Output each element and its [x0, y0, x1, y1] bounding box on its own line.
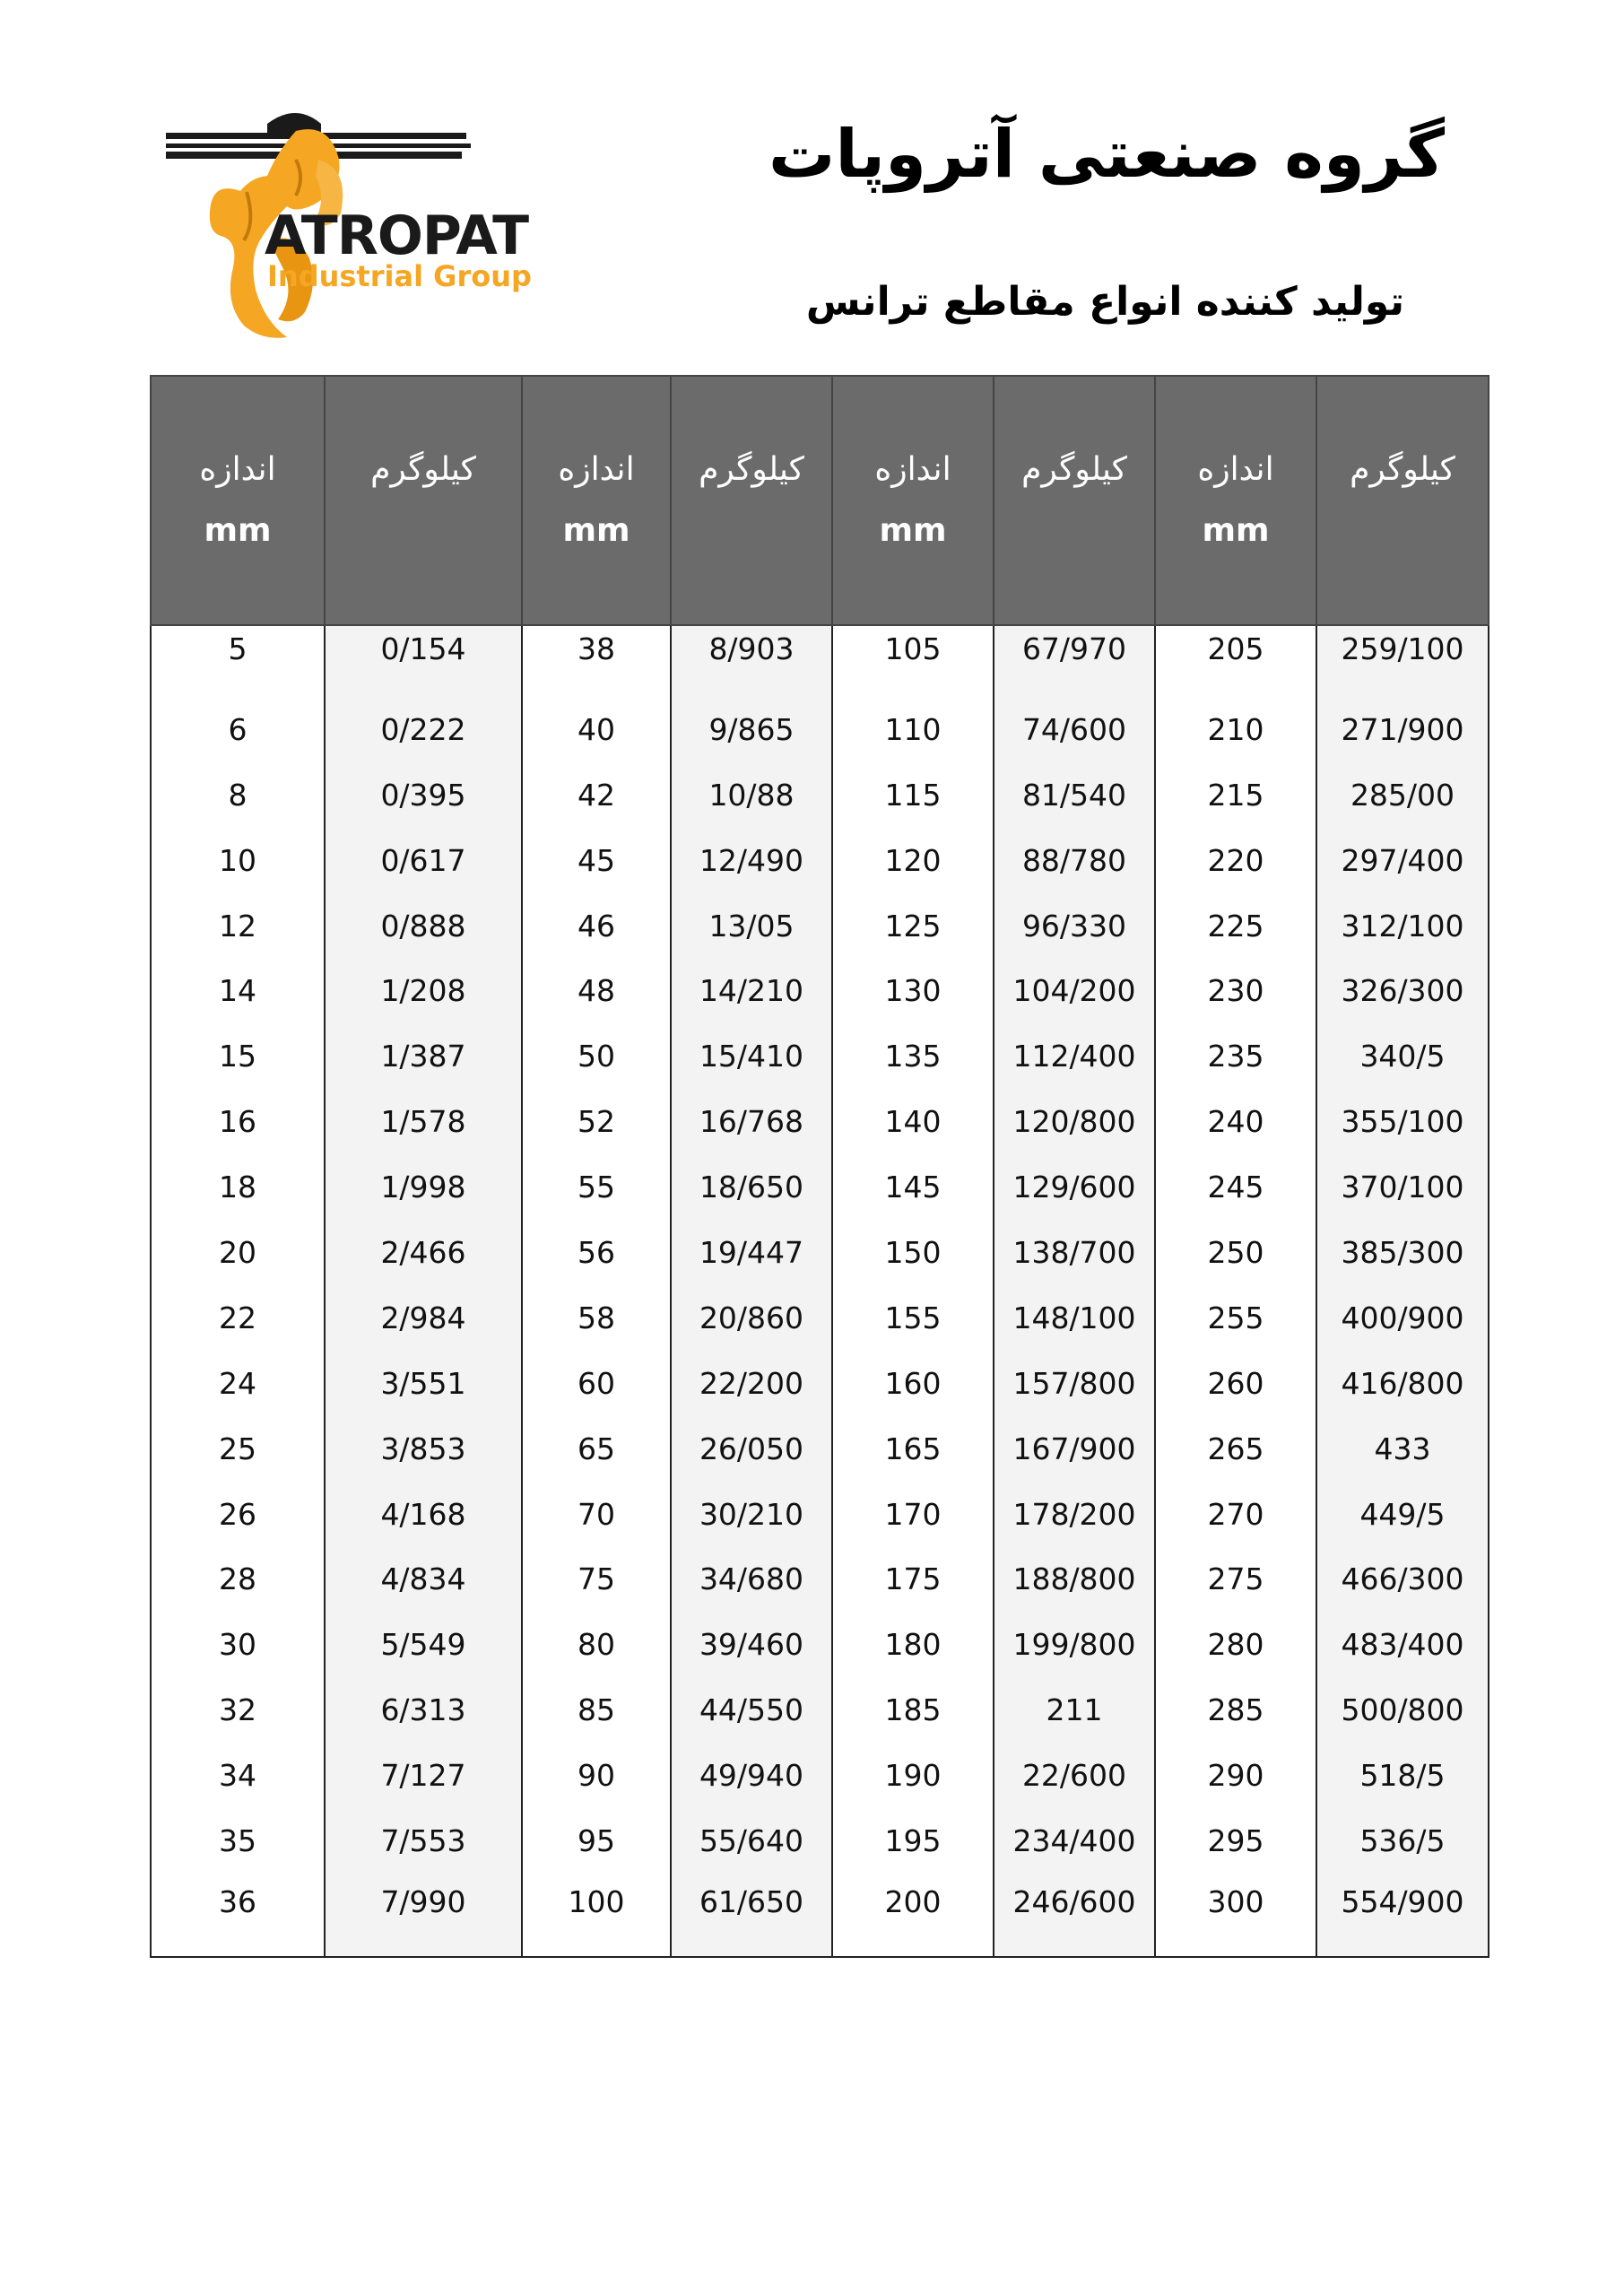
size-mm-cell: 285: [1155, 1677, 1316, 1743]
size-mm-cell: 130: [832, 958, 994, 1023]
header-kilogram-label: کیلوگرم: [370, 451, 476, 488]
size-mm-cell: 15: [151, 1023, 325, 1089]
table-row: [151, 697, 1489, 762]
size-mm-cell: 190: [832, 1743, 994, 1808]
size-mm-cell: 90: [522, 1743, 671, 1808]
size-mm-cell: 80: [522, 1612, 671, 1677]
weight-kg-cell: 120/800: [994, 1089, 1155, 1154]
weight-kg-cell: 271/900: [1316, 697, 1489, 762]
table-body: [151, 625, 1489, 1957]
weight-kg-cell: 22/200: [671, 1351, 832, 1416]
size-mm-cell: 175: [832, 1546, 994, 1612]
size-mm-cell: 145: [832, 1154, 994, 1220]
weight-kg-cell: 554/900: [1316, 1874, 1489, 1957]
size-mm-cell: 215: [1155, 762, 1316, 828]
weight-kg-cell: 188/800: [994, 1546, 1155, 1612]
weight-table: [150, 375, 1489, 1958]
table-header-row: [151, 376, 1489, 625]
header-kilogram: [325, 376, 522, 625]
weight-kg-cell: 3/853: [325, 1416, 522, 1482]
weight-kg-cell: 5/549: [325, 1612, 522, 1677]
size-mm-cell: 225: [1155, 893, 1316, 959]
table-row: [151, 828, 1489, 893]
header-kilogram-unit: [672, 500, 831, 561]
header-size: [832, 376, 994, 625]
weight-kg-cell: 7/553: [325, 1808, 522, 1874]
size-mm-cell: 70: [522, 1482, 671, 1547]
size-mm-cell: 20: [151, 1220, 325, 1285]
size-mm-cell: 235: [1155, 1023, 1316, 1089]
weight-kg-cell: 67/970: [994, 625, 1155, 697]
weight-kg-cell: 74/600: [994, 697, 1155, 762]
weight-kg-cell: 104/200: [994, 958, 1155, 1023]
weight-kg-cell: 55/640: [671, 1808, 832, 1874]
header-kilogram: [994, 376, 1155, 625]
size-mm-cell: 5: [151, 625, 325, 697]
size-mm-cell: 115: [832, 762, 994, 828]
size-mm-cell: 8: [151, 762, 325, 828]
weight-kg-cell: 44/550: [671, 1677, 832, 1743]
weight-kg-cell: 30/210: [671, 1482, 832, 1547]
weight-kg-cell: 1/578: [325, 1089, 522, 1154]
weight-kg-cell: 138/700: [994, 1220, 1155, 1285]
size-mm-cell: 52: [522, 1089, 671, 1154]
size-mm-cell: 140: [832, 1089, 994, 1154]
header-kilogram-label: کیلوگرم: [699, 451, 804, 488]
size-mm-cell: 26: [151, 1482, 325, 1547]
size-mm-cell: 48: [522, 958, 671, 1023]
size-mm-cell: 180: [832, 1612, 994, 1677]
header-size-unit: mm: [879, 512, 947, 549]
weight-kg-cell: 3/551: [325, 1351, 522, 1416]
header-kilogram: [1316, 376, 1489, 625]
weight-kg-cell: 8/903: [671, 625, 832, 697]
size-mm-cell: 25: [151, 1416, 325, 1482]
weight-kg-cell: 2/984: [325, 1285, 522, 1351]
size-mm-cell: 110: [832, 697, 994, 762]
size-mm-cell: 120: [832, 828, 994, 893]
table-row: [151, 1023, 1489, 1089]
weight-kg-cell: 0/395: [325, 762, 522, 828]
weight-kg-cell: 12/490: [671, 828, 832, 893]
logo-wordmark: ATROPAT: [265, 204, 529, 267]
size-mm-cell: 280: [1155, 1612, 1316, 1677]
size-mm-cell: 75: [522, 1546, 671, 1612]
company-title: گروه صنعتی آتروپات: [769, 116, 1445, 193]
size-mm-cell: 160: [832, 1351, 994, 1416]
table-row: [151, 1482, 1489, 1547]
size-mm-cell: 270: [1155, 1482, 1316, 1547]
table-row: [151, 1808, 1489, 1874]
size-mm-cell: 295: [1155, 1808, 1316, 1874]
header-size: [151, 376, 325, 625]
size-mm-cell: 230: [1155, 958, 1316, 1023]
header-size-unit: mm: [1202, 512, 1270, 549]
size-mm-cell: 16: [151, 1089, 325, 1154]
weight-kg-cell: 39/460: [671, 1612, 832, 1677]
weight-kg-cell: 400/900: [1316, 1285, 1489, 1351]
table-row: [151, 1677, 1489, 1743]
weight-kg-cell: 312/100: [1316, 893, 1489, 959]
weight-kg-cell: 81/540: [994, 762, 1155, 828]
size-mm-cell: 14: [151, 958, 325, 1023]
header-kilogram-label: کیلوگرم: [1350, 451, 1455, 488]
size-mm-cell: 65: [522, 1416, 671, 1482]
table-row: [151, 1874, 1489, 1957]
weight-kg-cell: 326/300: [1316, 958, 1489, 1023]
size-mm-cell: 200: [832, 1874, 994, 1957]
weight-kg-cell: 49/940: [671, 1743, 832, 1808]
table-row: [151, 1743, 1489, 1808]
company-subtitle: تولید کننده انواع مقاطع ترانس: [805, 279, 1404, 325]
weight-kg-cell: 19/447: [671, 1220, 832, 1285]
weight-kg-cell: 4/834: [325, 1546, 522, 1612]
weight-kg-cell: 7/990: [325, 1874, 522, 1957]
size-mm-cell: 195: [832, 1808, 994, 1874]
company-logo: [161, 106, 583, 348]
size-mm-cell: 60: [522, 1351, 671, 1416]
table-row: [151, 1285, 1489, 1351]
size-mm-cell: 240: [1155, 1089, 1316, 1154]
weight-kg-cell: 7/127: [325, 1743, 522, 1808]
weight-kg-cell: 13/05: [671, 893, 832, 959]
size-mm-cell: 50: [522, 1023, 671, 1089]
weight-kg-cell: 518/5: [1316, 1743, 1489, 1808]
size-mm-cell: 56: [522, 1220, 671, 1285]
weight-kg-cell: 246/600: [994, 1874, 1155, 1957]
header-size-label: اندازه: [1197, 451, 1274, 488]
weight-kg-cell: 297/400: [1316, 828, 1489, 893]
weight-kg-cell: 129/600: [994, 1154, 1155, 1220]
size-mm-cell: 36: [151, 1874, 325, 1957]
weight-kg-cell: 1/208: [325, 958, 522, 1023]
table-row: [151, 893, 1489, 959]
weight-kg-cell: 1/998: [325, 1154, 522, 1220]
size-mm-cell: 185: [832, 1677, 994, 1743]
weight-kg-cell: 0/617: [325, 828, 522, 893]
weight-kg-cell: 96/330: [994, 893, 1155, 959]
table-row: [151, 1154, 1489, 1220]
size-mm-cell: 220: [1155, 828, 1316, 893]
weight-kg-cell: 148/100: [994, 1285, 1155, 1351]
header-size-unit: mm: [204, 512, 272, 549]
size-mm-cell: 30: [151, 1612, 325, 1677]
size-mm-cell: 250: [1155, 1220, 1316, 1285]
size-mm-cell: 205: [1155, 625, 1316, 697]
weight-kg-cell: 199/800: [994, 1612, 1155, 1677]
weight-kg-cell: 259/100: [1316, 625, 1489, 697]
weight-kg-cell: 18/650: [671, 1154, 832, 1220]
size-mm-cell: 165: [832, 1416, 994, 1482]
weight-kg-cell: 178/200: [994, 1482, 1155, 1547]
weight-kg-cell: 167/900: [994, 1416, 1155, 1482]
size-mm-cell: 210: [1155, 697, 1316, 762]
size-mm-cell: 46: [522, 893, 671, 959]
table-row: [151, 625, 1489, 697]
header-size: [1155, 376, 1316, 625]
header-size-label: اندازه: [874, 451, 951, 488]
size-mm-cell: 10: [151, 828, 325, 893]
weight-kg-cell: 466/300: [1316, 1546, 1489, 1612]
weight-kg-cell: 2/466: [325, 1220, 522, 1285]
table-row: [151, 762, 1489, 828]
size-mm-cell: 135: [832, 1023, 994, 1089]
header-kilogram: [671, 376, 832, 625]
logo-tagline: Industrial Group: [267, 259, 532, 293]
size-mm-cell: 18: [151, 1154, 325, 1220]
weight-kg-cell: 22/600: [994, 1743, 1155, 1808]
table-row: [151, 1089, 1489, 1154]
size-mm-cell: 22: [151, 1285, 325, 1351]
table-row: [151, 1220, 1489, 1285]
header-kilogram-unit: [994, 500, 1154, 561]
size-mm-cell: 105: [832, 625, 994, 697]
weight-kg-cell: 14/210: [671, 958, 832, 1023]
weight-kg-cell: 385/300: [1316, 1220, 1489, 1285]
weight-kg-cell: 0/222: [325, 697, 522, 762]
header-kilogram-unit: [326, 500, 521, 561]
weight-kg-cell: 340/5: [1316, 1023, 1489, 1089]
weight-kg-cell: 211: [994, 1677, 1155, 1743]
size-mm-cell: 28: [151, 1546, 325, 1612]
size-mm-cell: 38: [522, 625, 671, 697]
weight-kg-cell: 355/100: [1316, 1089, 1489, 1154]
weight-kg-cell: 536/5: [1316, 1808, 1489, 1874]
size-mm-cell: 290: [1155, 1743, 1316, 1808]
weight-kg-cell: 1/387: [325, 1023, 522, 1089]
size-mm-cell: 32: [151, 1677, 325, 1743]
weight-kg-cell: 26/050: [671, 1416, 832, 1482]
weight-kg-cell: 16/768: [671, 1089, 832, 1154]
weight-kg-cell: 112/400: [994, 1023, 1155, 1089]
weight-kg-cell: 88/780: [994, 828, 1155, 893]
size-mm-cell: 100: [522, 1874, 671, 1957]
size-mm-cell: 42: [522, 762, 671, 828]
weight-kg-cell: 4/168: [325, 1482, 522, 1547]
size-mm-cell: 85: [522, 1677, 671, 1743]
table-row: [151, 1612, 1489, 1677]
table-row: [151, 958, 1489, 1023]
size-mm-cell: 40: [522, 697, 671, 762]
header-size-label: اندازه: [199, 451, 276, 488]
size-mm-cell: 275: [1155, 1546, 1316, 1612]
header-kilogram-unit: [1317, 500, 1488, 561]
header-kilogram-label: کیلوگرم: [1021, 451, 1127, 488]
size-mm-cell: 155: [832, 1285, 994, 1351]
weight-kg-cell: 34/680: [671, 1546, 832, 1612]
weight-kg-cell: 416/800: [1316, 1351, 1489, 1416]
weight-kg-cell: 0/888: [325, 893, 522, 959]
header-size-label: اندازه: [558, 451, 635, 488]
size-mm-cell: 45: [522, 828, 671, 893]
size-mm-cell: 125: [832, 893, 994, 959]
size-mm-cell: 260: [1155, 1351, 1316, 1416]
size-mm-cell: 265: [1155, 1416, 1316, 1482]
size-mm-cell: 24: [151, 1351, 325, 1416]
weight-kg-cell: 449/5: [1316, 1482, 1489, 1547]
header-size-unit: mm: [562, 512, 630, 549]
size-mm-cell: 55: [522, 1154, 671, 1220]
table-row: [151, 1416, 1489, 1482]
size-mm-cell: 58: [522, 1285, 671, 1351]
weight-kg-cell: 61/650: [671, 1874, 832, 1957]
weight-kg-cell: 0/154: [325, 625, 522, 697]
size-mm-cell: 150: [832, 1220, 994, 1285]
weight-kg-cell: 9/865: [671, 697, 832, 762]
weight-kg-cell: 370/100: [1316, 1154, 1489, 1220]
weight-kg-cell: 15/410: [671, 1023, 832, 1089]
size-mm-cell: 300: [1155, 1874, 1316, 1957]
size-mm-cell: 35: [151, 1808, 325, 1874]
header-size: [522, 376, 671, 625]
weight-kg-cell: 285/00: [1316, 762, 1489, 828]
weight-kg-cell: 20/860: [671, 1285, 832, 1351]
size-mm-cell: 12: [151, 893, 325, 959]
weight-kg-cell: 234/400: [994, 1808, 1155, 1874]
weight-kg-cell: 483/400: [1316, 1612, 1489, 1677]
table-row: [151, 1546, 1489, 1612]
weight-kg-cell: 157/800: [994, 1351, 1155, 1416]
weight-kg-cell: 6/313: [325, 1677, 522, 1743]
weight-kg-cell: 433: [1316, 1416, 1489, 1482]
size-mm-cell: 6: [151, 697, 325, 762]
size-mm-cell: 95: [522, 1808, 671, 1874]
size-mm-cell: 255: [1155, 1285, 1316, 1351]
size-mm-cell: 170: [832, 1482, 994, 1547]
size-mm-cell: 34: [151, 1743, 325, 1808]
size-mm-cell: 245: [1155, 1154, 1316, 1220]
weight-kg-cell: 500/800: [1316, 1677, 1489, 1743]
table-row: [151, 1351, 1489, 1416]
weight-kg-cell: 10/88: [671, 762, 832, 828]
